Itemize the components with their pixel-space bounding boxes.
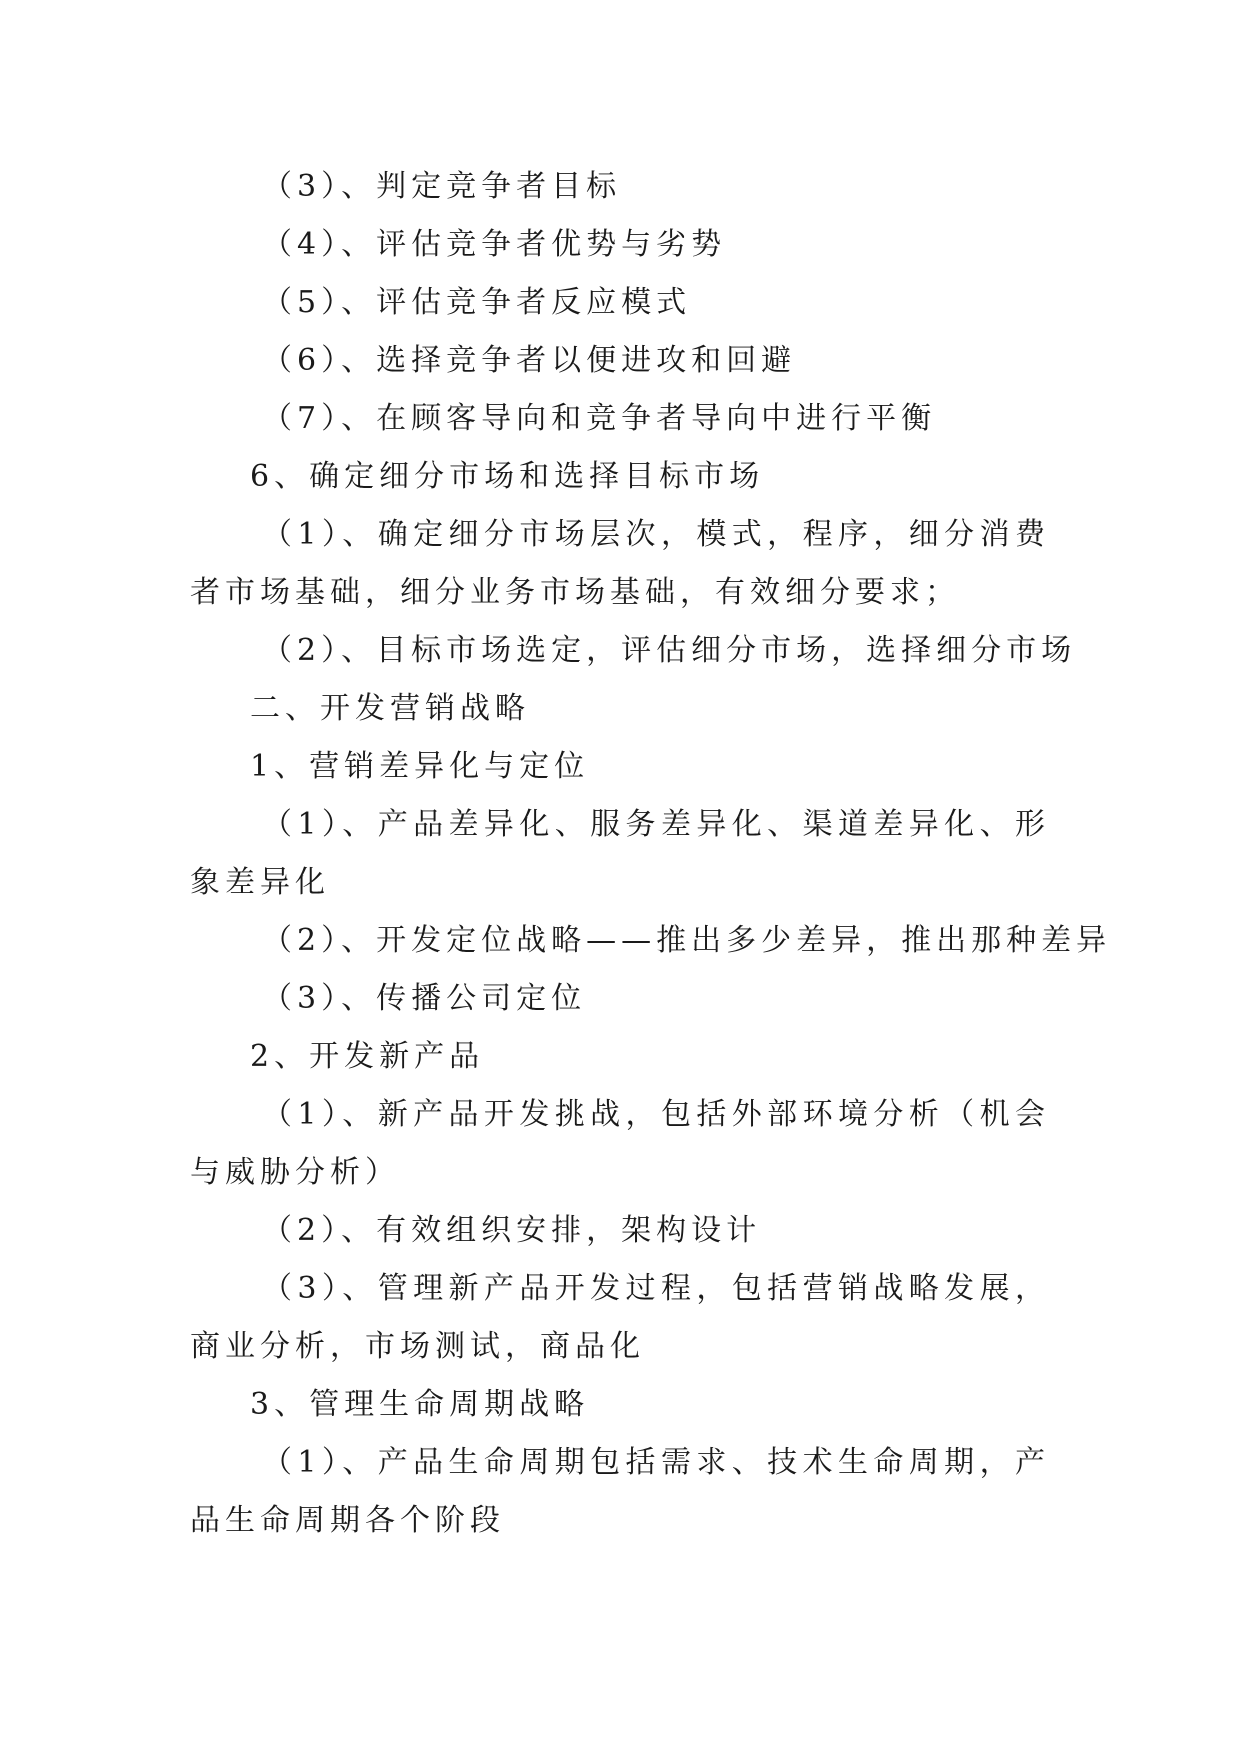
list-item: （3）、管理新产品开发过程，包括营销战略发展，商业分析，市场测试，商品化 xyxy=(190,1271,1050,1364)
document-body xyxy=(190,158,1112,1550)
list-item: （4）、评估竞争者优势与劣势 xyxy=(262,227,727,262)
list-item: （1）、产品差异化、服务差异化、渠道差异化、形象差异化 xyxy=(190,807,1050,900)
section-heading: 二、开发营销战略 xyxy=(250,691,530,726)
list-item: （2）、有效组织安排，架构设计 xyxy=(262,1213,762,1248)
list-item: （7）、在顾客导向和竞争者导向中进行平衡 xyxy=(262,401,937,436)
list-item: （1）、新产品开发挑战，包括外部环境分析（机会与威胁分析） xyxy=(190,1097,1050,1190)
list-item: （2）、开发定位战略——推出多少差异，推出那种差异 xyxy=(262,923,1112,958)
list-item: （1）、产品生命周期包括需求、技术生命周期，产品生命周期各个阶段 xyxy=(190,1445,1050,1538)
list-item: （5）、评估竞争者反应模式 xyxy=(262,285,692,320)
list-item: （3）、判定竞争者目标 xyxy=(262,169,622,204)
section-heading: 3、管理生命周期战略 xyxy=(250,1387,590,1422)
list-item: （1）、确定细分市场层次，模式，程序，细分消费者市场基础，细分业务市场基础，有效细分要求； xyxy=(190,517,1050,610)
section-heading: 2、开发新产品 xyxy=(250,1039,485,1074)
list-item: （6）、选择竞争者以便进攻和回避 xyxy=(262,343,797,378)
list-item: （3）、传播公司定位 xyxy=(262,981,587,1016)
section-heading: 1、营销差异化与定位 xyxy=(250,749,590,784)
section-heading: 6、确定细分市场和选择目标市场 xyxy=(250,459,765,494)
list-item: （2）、目标市场选定，评估细分市场，选择细分市场 xyxy=(262,633,1077,668)
